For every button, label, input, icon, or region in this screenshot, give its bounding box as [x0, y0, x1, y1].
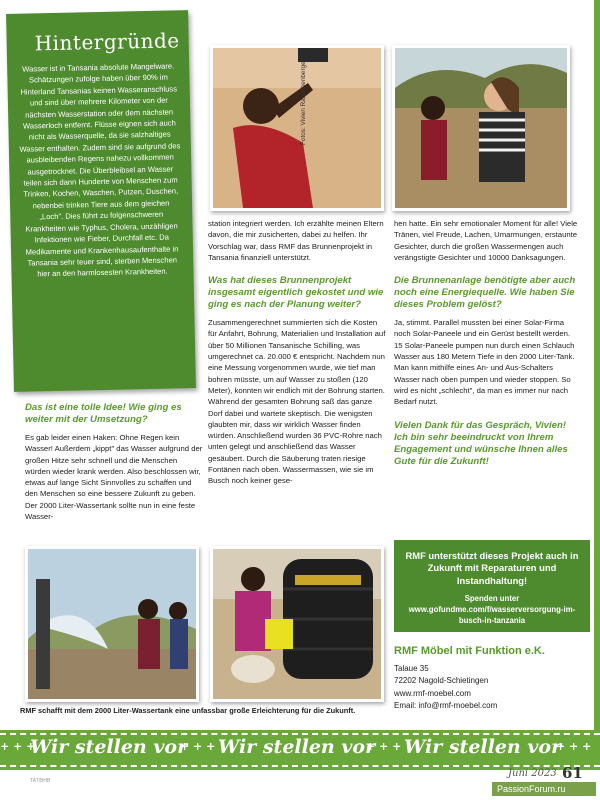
banner-separator: + + + — [180, 740, 216, 753]
background-sidebar — [6, 10, 196, 392]
watermark-site: PassionForum.ru — [497, 784, 566, 794]
answer-2: Zusammengerechnet summierten sich die Kosten für Anfahrt, Bohrung, Materialien und Installation auf über 50 Millionen Tansanische Schilling, was umgerechnet ca. 20.000 € entspricht. Nachdem nun eine Messung vorgenommen wurde, wie tief man bohren müsste, um auf Wasser zu stoßen (120 Meter), konnten wir endlich mit der Bohrung starten. Während der gesamten Bohrung saß das ganze Dorf dabei und wartete skeptisch. Die wenigsten glaubten mir, dass wir wirklich Wasser finden würden. Anschließend wurden 36 PVC-Rohre nach unten gelegt und anschließend das Wasser gesäubert. Durch die Säuberung traten riesige Fontänen nach oben. Wassermassen, wie sie im Busch noch keiner gese- — [208, 318, 386, 486]
photo-water-tank — [210, 546, 384, 702]
column-2-intro: station integriert werden. Ich erzählte meinen Eltern davon, die mir zusicherten, dabei zu helfen. Ihr Vorschlag war, dass RMF das Brunnenprojekt in Tansania finanziell unterstützt. — [208, 219, 384, 262]
photo-water-fountain-image — [28, 549, 196, 699]
company-info — [394, 645, 545, 712]
banner-separator: + + + — [0, 740, 36, 753]
company-street: Talaue 35 — [394, 664, 429, 673]
footer-code: TAT/BHB — [30, 778, 51, 784]
answer-3: Ja, stimmt. Parallel mussten bei einer Solar-Firma noch Solar-Paneele und ein Gerüst bestellt werden. 15 Solar-Paneele pumpen nun durch einen Schlauch Wasser aus 180 Metern Tiefe in den 2000 Liter-Tank. Man kann mithilfe eines An- und Aus-Schalters Wasser nach oben pumpen und wieder stoppen. So wird es nicht „schlecht", da man es immer nur nach Bedarf nutzt. — [394, 318, 575, 407]
question-2: Was hat dieses Brunnenprojekt insgesamt eigentlich gekostet und wie ging es nach der Planung weiter? — [208, 275, 384, 311]
wir-stellen-vor-banner — [0, 730, 600, 770]
question-1: Das ist eine tolle Idee! Wie ging es weiter mit der Umsetzung? — [25, 402, 182, 425]
banner-stitch-top — [0, 733, 600, 735]
banner-stitch-bottom — [0, 765, 600, 767]
column-3 — [394, 218, 578, 474]
company-city: 72202 Nagold-Schietingen — [394, 676, 489, 686]
photo-woman-with-child — [392, 45, 570, 211]
photo-child-climbing — [210, 45, 384, 211]
page-number: 61 — [562, 764, 583, 782]
column-2 — [208, 218, 386, 487]
photo-water-fountain — [25, 546, 199, 702]
banner-separator: + + + — [366, 740, 402, 753]
banner-text: Wir stellen vor — [218, 736, 376, 758]
photo-water-tank-image — [213, 549, 381, 699]
banner-separator: + + + — [556, 740, 592, 753]
sidebar-text: Wasser ist in Tansania absolute Mangelware. Schätzungen zufolge haben über 90% im Hinterland Tansanias keinen Wasseranschluss und sind über mehrere Kilometer von der nächsten Wasserstation oder dem nächsten Wasserloch entfernt. Flüsse eignen sich auch nicht als Wasserquelle, da sie salzhaltiges Wasser enthalten. Zudem sind sie aufgrund des ausbleibenden Regens nahezu vollkommen ausgetrocknet. Die Überbleibsel an Wasser teilen sich dann Hunderte von Menschen zum Trinken, Kochen, Waschen, Putzen, Duschen, nebenbei trinken Tiere aus dem gleichen „Loch". Dies führt zu folgenschweren Krankheiten wie Typhus, Cholera, unzähligen Infektionen wie Fieber, Durchfall etc. Da Medikamente und Krankenhausaufenthalte in Tansania sehr teuer sind, sterben Menschen hier an den harmlosesten Krankheiten. — [19, 61, 181, 279]
promo-title: RMF unterstützt dieses Projekt auch in Zukunft mit Reparaturen und Instandhaltung! — [405, 550, 579, 586]
company-website[interactable]: www.rmf-moebel.com — [394, 688, 471, 698]
photo-caption: RMF schafft mit dem 2000 Liter-Wassertank eine unfassbar große Erleichterung für die Zukunft. — [20, 706, 356, 715]
promo-box — [394, 540, 590, 632]
donation-link[interactable]: Spenden unter www.gofundme.com/f/wasserversorgung-im-busch-in-tanzania — [408, 594, 576, 626]
photo-credit: Fotos: Vivien Rauschenberger — [300, 59, 307, 145]
column-1 — [25, 402, 203, 522]
issue-month: Juni 2023 — [508, 768, 557, 779]
sidebar-title: Hintergründe — [34, 28, 180, 56]
banner-text: Wir stellen vor — [404, 736, 562, 758]
company-name: RMF Möbel mit Funktion e.K. — [394, 645, 545, 657]
photo-child-climbing-image — [213, 48, 381, 208]
column-3-intro: hen hatte. Ein sehr emotionaler Moment für alle! Viele Tränen, viel Freude, Lachen, Umarmungen, erstaunte Gesichter, durch die großen Wassermengen auch verängstigte Gesichter und 10000 Danksagungen. — [394, 219, 578, 262]
company-email[interactable]: Email: info@rmf-moebel.com — [394, 700, 498, 710]
answer-1: Es gab leider einen Haken: Ohne Regen kein Wasser! Außerdem „kippt" das Wasser aufgrund der großen Hitze sehr schnell und die Menschen würden wieder krank werden. Also beschlossen wir, etwas auf lange Sicht Sinnvolles zu schaffen und den Menschen so eine bessere Zukunft zu geben. Der 2000 Liter-Wassertank sollte nun in eine feste Wasser- — [25, 433, 203, 522]
question-3: Die Brunnenanlage benötigte aber auch noch eine Energiequelle. Wie haben Sie dieses Problem gelöst? — [394, 275, 576, 311]
banner-text: Wir stellen vor — [30, 736, 188, 758]
right-edge-bar — [594, 0, 600, 730]
photo-woman-with-child-image — [395, 48, 567, 208]
closing-statement: Vielen Dank für das Gespräch, Vivien! Ich bin sehr beeindruckt von Ihrem Engagement und wünsche Ihnen alles Gute für die Zukunft! — [394, 419, 568, 467]
